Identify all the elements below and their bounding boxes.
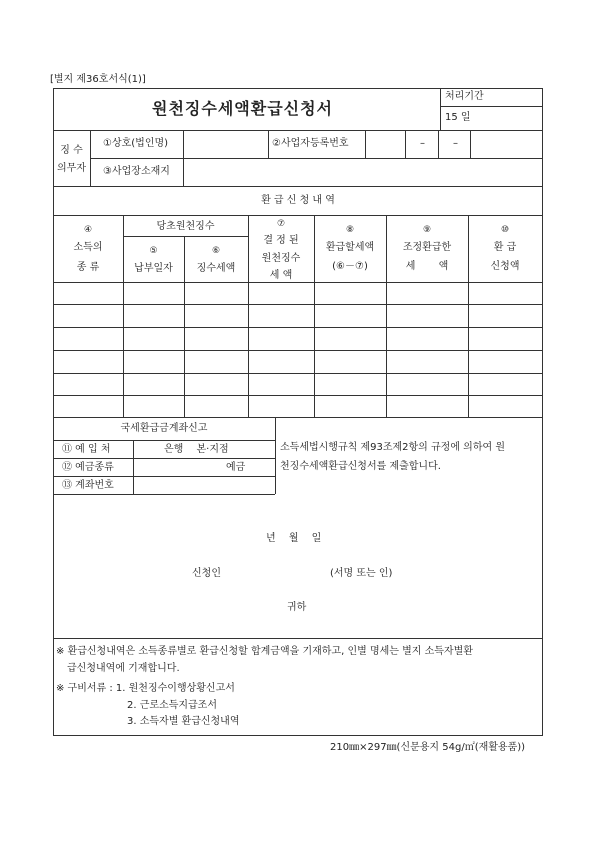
account-row-line-1 — [53, 458, 275, 459]
table-header-bottom — [53, 282, 543, 283]
applicant-name-field[interactable] — [232, 564, 322, 582]
col8-label-line2: (⑥－⑦) — [332, 261, 368, 272]
payer-mid-line — [90, 158, 543, 159]
col7-label-line1: 결 정 된 — [263, 235, 299, 246]
deposit-type-value: 예금 — [226, 462, 246, 473]
table-row[interactable] — [55, 375, 541, 394]
processing-divider — [440, 88, 441, 130]
paper-spec: 210㎜×297㎜(신문용지 54g/㎡(재활용품)) — [330, 742, 526, 753]
note1-line1: ※ 환급신청내역은 소득종류별로 환급신청할 합계금액을 기재하고, 인별 명세는 별지 소득자별환 — [56, 646, 473, 657]
payer-label-line1: 징 수 — [60, 145, 83, 156]
col5-label: 납부일자 — [134, 263, 173, 274]
col8-number: ⑧ — [345, 225, 355, 235]
outer-border-bottom — [53, 735, 543, 736]
company-name-label: ①상호(법인명) — [103, 138, 169, 149]
table-bottom — [53, 417, 543, 418]
account-number-field[interactable] — [135, 478, 273, 493]
row-line-3 — [53, 350, 543, 351]
account-right-edge — [275, 417, 276, 494]
col6-label: 징수세액 — [196, 263, 236, 274]
deposit-type-label: ⑫ 예금종류 — [62, 462, 114, 473]
bizno-label-end — [365, 130, 366, 158]
processing-label: 처리기간 — [445, 91, 484, 102]
deposit-type-field[interactable] — [135, 460, 273, 475]
col7-label-line3: 세 액 — [269, 270, 293, 281]
application-date: 년 월 일 — [266, 533, 322, 544]
outer-border-top — [53, 88, 543, 89]
table-row[interactable] — [55, 306, 541, 326]
refund-header-bottom — [53, 215, 543, 216]
group-underline — [123, 236, 248, 237]
bizno-dash-1: – — [420, 138, 425, 149]
col8-label-line1: 환급할세액 — [325, 242, 375, 253]
col9-label-line1: 조정환급한 — [402, 242, 452, 253]
account-number-label: ⑬ 계좌번호 — [62, 480, 114, 491]
payer-bottom-line — [53, 186, 543, 187]
business-address-label: ③사업장소재지 — [103, 166, 170, 177]
payer-name-end — [268, 130, 269, 158]
payer-label-divider — [90, 130, 91, 186]
col10-label-line2: 신청액 — [490, 261, 520, 272]
col10-number: ⑩ — [500, 225, 510, 235]
note2-line2: 2. 근로소득지급조서 — [127, 700, 217, 711]
note1-line2: 급신청내역에 기재합니다. — [67, 663, 180, 674]
signature-seal: (서명 또는 인) — [330, 568, 393, 579]
bizno-label: ②사업자등록번호 — [272, 138, 349, 149]
bank-field[interactable] — [135, 442, 273, 457]
row-line-1 — [53, 304, 543, 305]
col7-label-line2: 원천징수 — [261, 253, 301, 264]
note2-line1: ※ 구비서류 : 1. 원천징수이행상황신고서 — [56, 683, 235, 694]
col9-number: ⑨ — [422, 225, 432, 235]
row-line-4 — [53, 373, 543, 374]
bizno-dash-2: – — [453, 138, 458, 149]
col9-label-line2: 세 액 — [405, 261, 449, 272]
col4-label-line2: 종 류 — [76, 262, 100, 273]
company-name-field[interactable] — [185, 132, 266, 156]
applicant-label: 신청인 — [192, 568, 221, 579]
col10-label-line1: 환 급 — [493, 242, 517, 253]
payer-label-line2: 의무자 — [57, 163, 86, 174]
recipient-suffix: 귀하 — [287, 602, 307, 613]
col5-number: ⑤ — [149, 246, 158, 256]
table-row[interactable] — [55, 329, 541, 349]
note2-line3: 3. 소득자별 환급신청내역 — [127, 716, 240, 727]
table-row[interactable] — [55, 397, 541, 416]
row-line-2 — [53, 327, 543, 328]
col7-number: ⑦ — [276, 219, 286, 229]
account-label-divider — [133, 440, 134, 494]
business-address-field[interactable] — [185, 160, 541, 184]
table-row[interactable] — [55, 284, 541, 303]
original-withholding-group: 당초원천징수 — [156, 221, 215, 232]
processing-split — [440, 106, 542, 107]
statement-line2: 천징수세액환급신청서를 제출합니다. — [280, 461, 441, 472]
processing-value: 15 일 — [445, 112, 471, 123]
account-row-line-2 — [53, 476, 275, 477]
col6-number: ⑥ — [211, 246, 221, 256]
bank-label: ⑪ 예 입 처 — [62, 444, 111, 455]
account-section-header: 국세환급금계좌신고 — [120, 423, 208, 434]
notes-top-line — [53, 638, 543, 639]
row-line-5 — [53, 395, 543, 396]
bank-value: 은행 본·지점 — [164, 444, 229, 455]
account-header-bottom — [53, 440, 275, 441]
table-row[interactable] — [55, 352, 541, 372]
statement-line1: 소득세법시행규칙 제93조제2항의 규정에 의하여 원 — [280, 442, 506, 453]
form-title: 원천징수세액환급신청서 — [152, 99, 334, 118]
refund-details-header: 환 급 신 청 내 역 — [261, 195, 335, 206]
col4-label-line1: 소득의 — [73, 242, 103, 253]
payer-value-divider — [183, 130, 184, 186]
account-row-line-3 — [53, 494, 275, 495]
col4-number: ④ — [83, 225, 93, 235]
form-reference: [별지 제36호서식(1)] — [50, 74, 146, 85]
